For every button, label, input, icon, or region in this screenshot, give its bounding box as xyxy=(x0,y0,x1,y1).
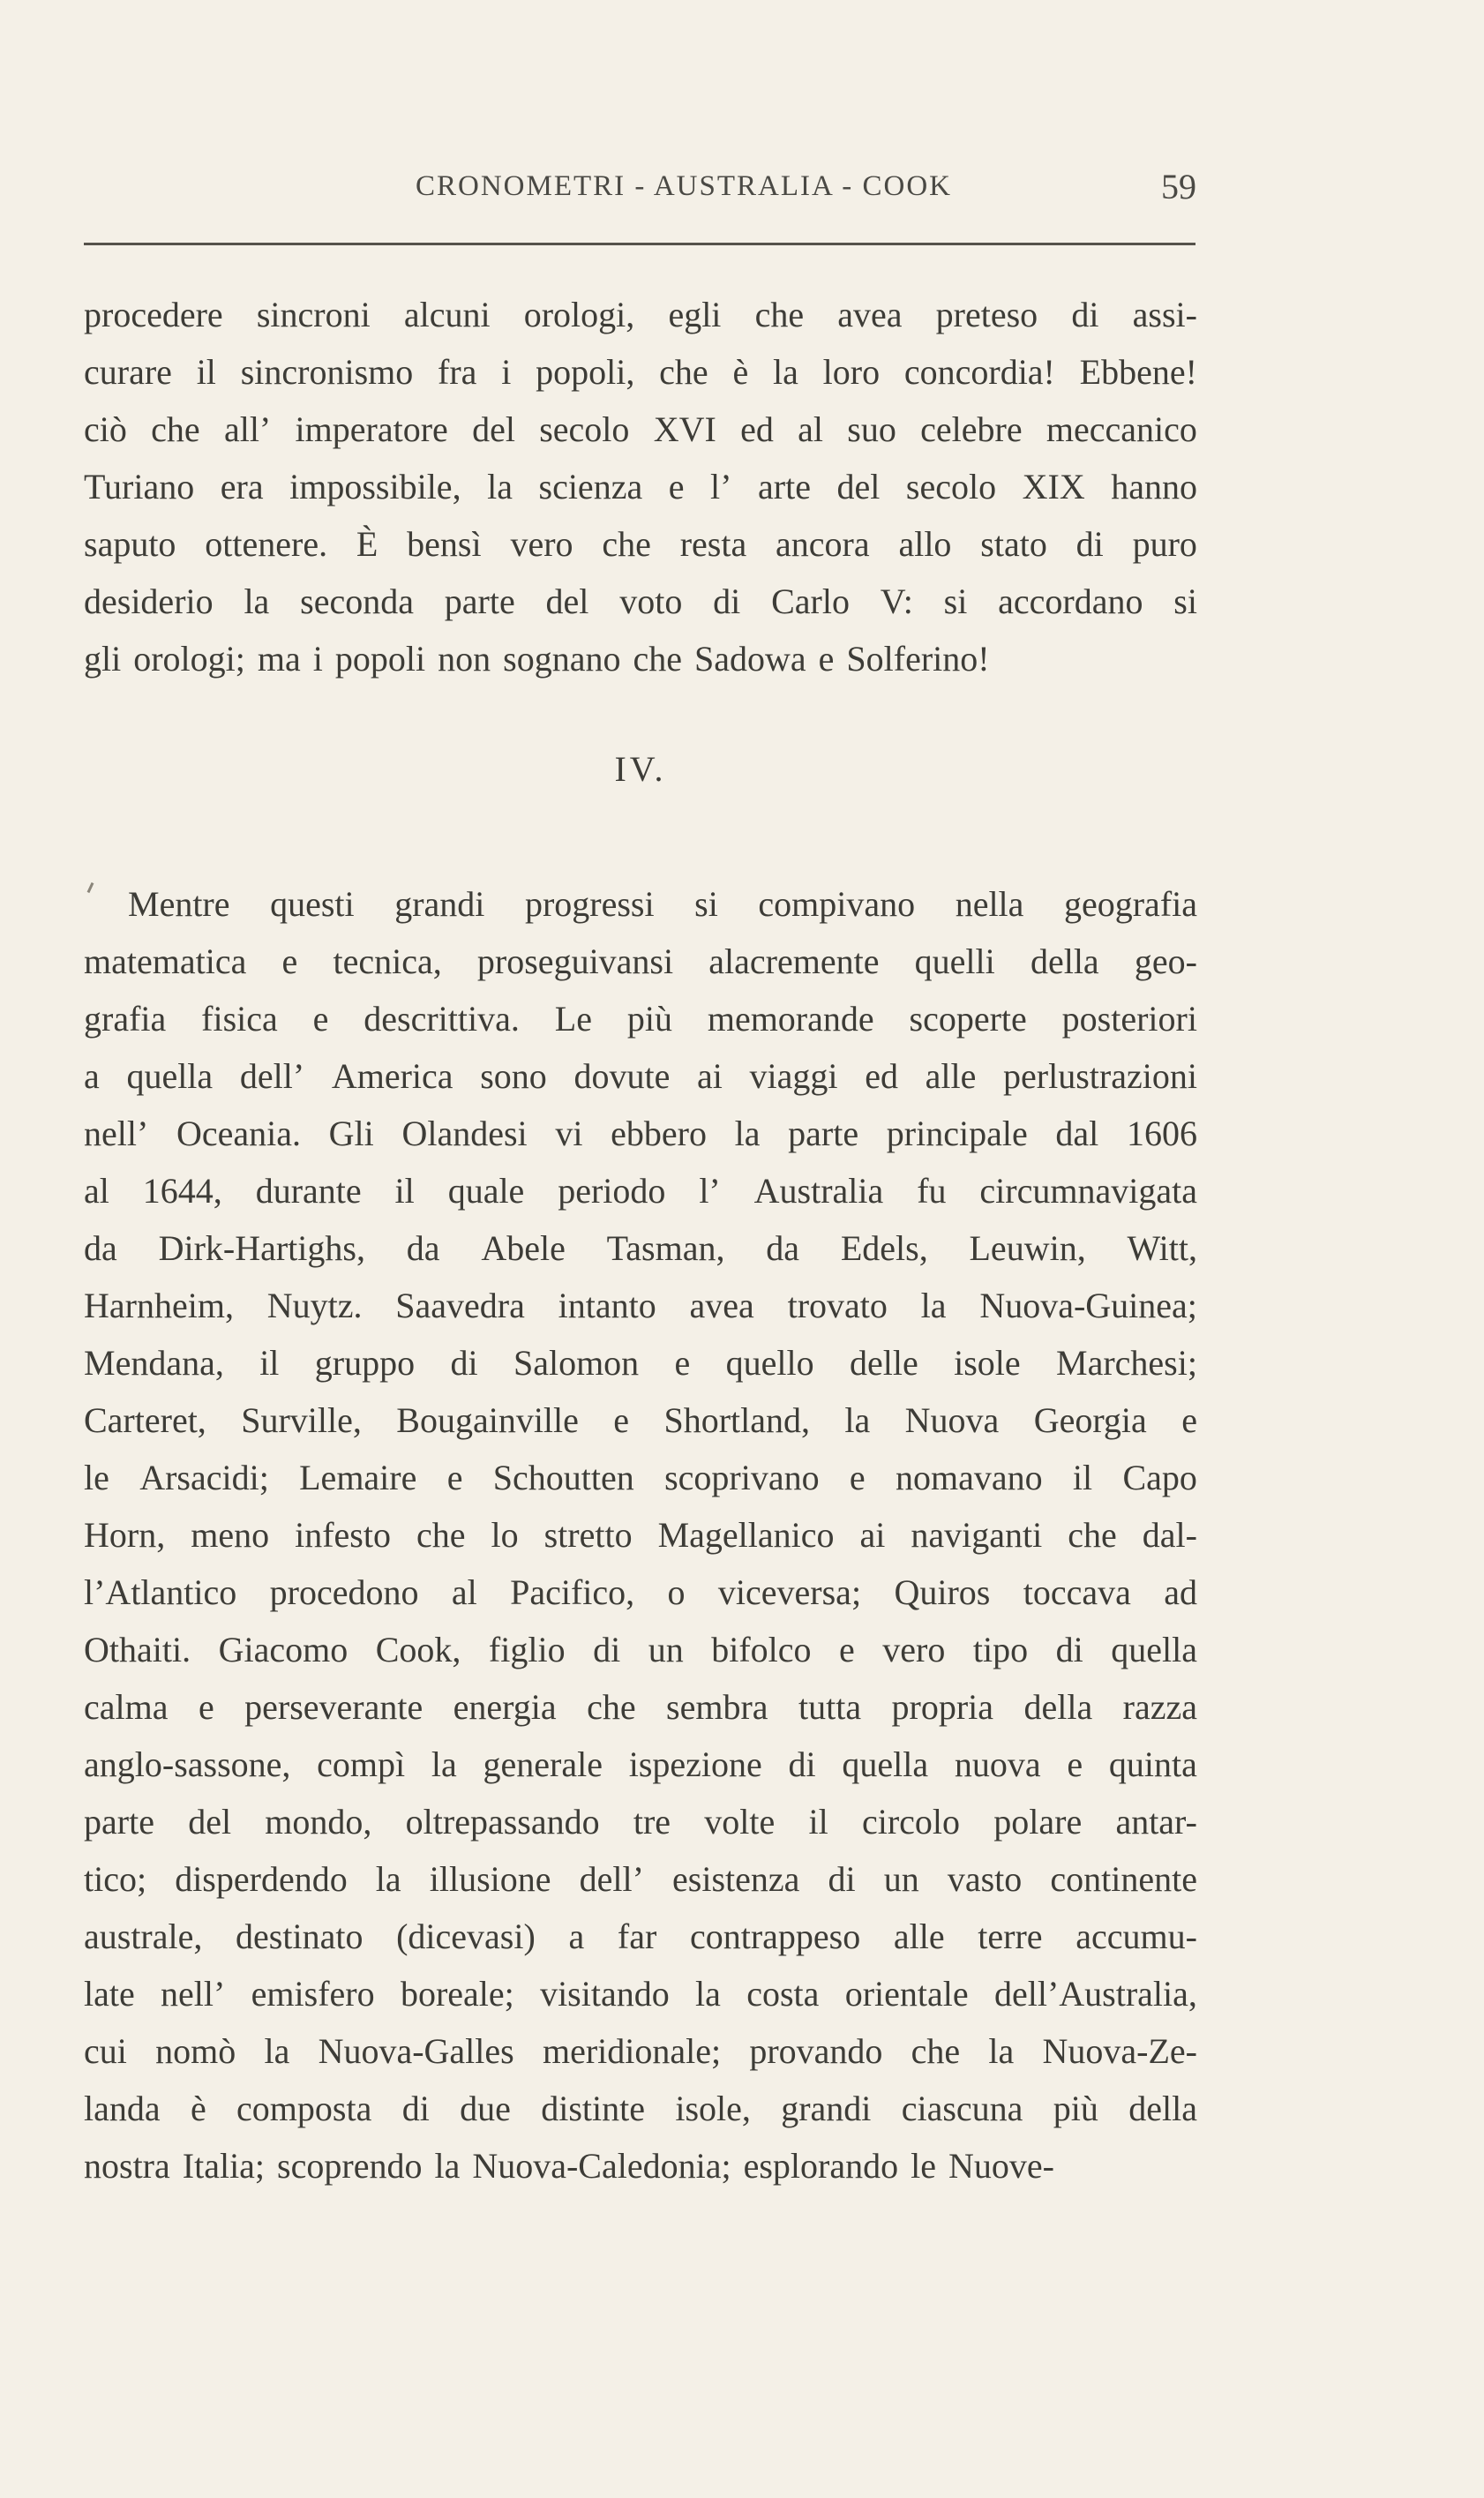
text-line: Carteret, Surville, Bougainville e Shortland, la Nuova Georgia e xyxy=(84,1400,1197,1440)
text-line: a quella dell’ America sono dovute ai viaggi ed alle perlustrazioni xyxy=(84,1056,1197,1096)
running-head-title: CRONOMETRI - AUSTRALIA - COOK xyxy=(415,170,952,202)
text-line: l’Atlantico procedono al Pacifico, o viceversa; Quiros toccava ad xyxy=(84,1572,1197,1612)
text-line: Mendana, il gruppo di Salomon e quello delle isole Marchesi; xyxy=(84,1343,1197,1383)
text-line: parte del mondo, oltrepassando tre volte il circolo polare antar- xyxy=(84,1802,1197,1842)
text-line: nostra Italia; scoprendo la Nuova-Caledonia; esplorando le Nuove- xyxy=(84,2146,1054,2186)
text-line: late nell’ emisfero boreale; visitando la costa orientale dell’Australia, xyxy=(84,1974,1197,2014)
text-line: grafia fisica e descrittiva. Le più memorande scoperte posteriori xyxy=(84,999,1197,1039)
section-heading: IV. xyxy=(614,749,667,789)
header-rule xyxy=(84,243,1195,245)
text-line: ciò che all’ imperatore del secolo XVI ed al suo celebre meccanico xyxy=(84,409,1197,449)
text-line: calma e perseverante energia che sembra tutta propria della razza xyxy=(84,1687,1197,1727)
text-line: saputo ottenere. È bensì vero che resta ancora allo stato di puro xyxy=(84,524,1197,564)
text-line: landa è composta di due distinte isole, grandi ciascuna più della xyxy=(84,2089,1197,2128)
text-line: procedere sincroni alcuni orologi, egli che avea preteso di assi- xyxy=(84,295,1197,334)
text-line: le Arsacidi; Lemaire e Schoutten scoprivano e nomavano il Capo xyxy=(84,1458,1197,1497)
text-line: Othaiti. Giacomo Cook, figlio di un bifolco e vero tipo di quella xyxy=(84,1630,1197,1669)
paragraph-section-iv xyxy=(84,875,1197,2194)
text-line: matematica e tecnica, proseguivansi alacremente quelli della geo- xyxy=(84,941,1197,981)
text-line: anglo-sassone, compì la generale ispezione di quella nuova e quinta xyxy=(84,1744,1197,1784)
text-line: Harnheim, Nuytz. Saavedra intanto avea trovato la Nuova-Guinea; xyxy=(84,1286,1197,1325)
paragraph-continued xyxy=(84,286,1197,687)
text-line: australe, destinato (dicevasi) a far contrappeso alle terre accumu- xyxy=(84,1917,1197,1956)
text-line: nell’ Oceania. Gli Olandesi vi ebbero la parte principale dal 1606 xyxy=(84,1114,1197,1153)
text-line: da Dirk-Hartighs, da Abele Tasman, da Edels, Leuwin, Witt, xyxy=(84,1228,1197,1268)
text-line: curare il sincronismo fra i popoli, che è la loro concordia! Ebbene! xyxy=(84,352,1197,392)
text-line: desiderio la seconda parte del voto di Carlo V: si accordano si xyxy=(84,581,1197,621)
text-line: tico; disperdendo la illusione dell’ esistenza di un vasto continente xyxy=(84,1859,1197,1899)
text-line: cui nomò la Nuova-Galles meridionale; provando che la Nuova-Ze- xyxy=(84,2031,1197,2071)
text-line: al 1644, durante il quale periodo l’ Australia fu circumnavigata xyxy=(84,1171,1197,1211)
text-line: Turiano era impossibile, la scienza e l’ arte del secolo XIX hanno xyxy=(84,467,1197,506)
text-line: Mentre questi grandi progressi si compivano nella geografia xyxy=(128,884,1197,924)
page-number: 59 xyxy=(1161,167,1196,206)
text-line: Horn, meno infesto che lo stretto Magellanico ai naviganti che dal- xyxy=(84,1515,1197,1555)
text-line: gli orologi; ma i popoli non sognano che Sadowa e Solferino! xyxy=(84,639,990,679)
